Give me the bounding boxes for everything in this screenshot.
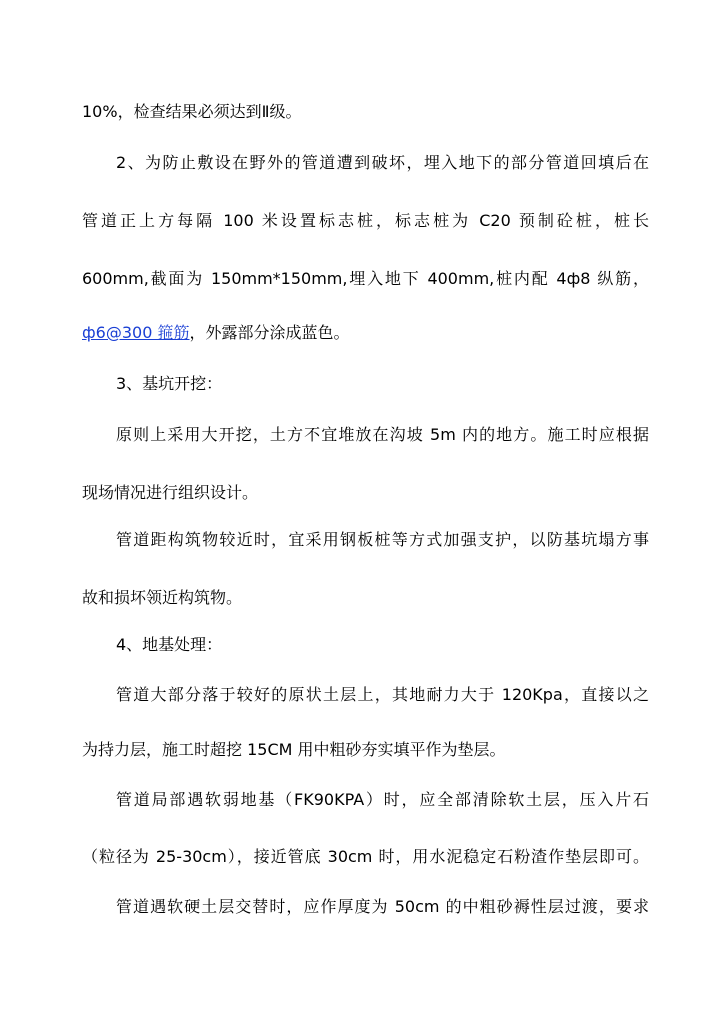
text-line-7: 原则上采用大开挖，土方不宜堆放在沟坡 5m 内的地方。施工时应根据 [116,425,649,444]
section-heading-4: 4、地基处理： [116,635,223,654]
text-line-10: 故和损坏领近构筑物。 [82,588,243,607]
text-line-13: 为持力层，施工时超挖 15CM 用中粗砂夯实填平作为垫层。 [82,740,506,759]
text-line-3: 管道正上方每隔 100 米设置标志桩，标志桩为 C20 预制砼桩，桩长 [82,211,649,230]
text-line-16: 管道遇软硬土层交替时，应作厚度为 50cm 的中粗砂褥性层过渡，要求 [116,897,649,916]
text-line-5 [82,322,350,344]
text-line-14: 管道局部遇软弱地基（FK90KPA）时，应全部清除软土层，压入片石 [116,790,649,809]
text-line-2: 2、为防止敷设在野外的管道遭到破坏，埋入地下的部分管道回填后在 [116,153,649,172]
text-line-8: 现场情况进行组织设计。 [82,483,259,502]
text-line-1: 10%，检查结果必须达到Ⅱ级。 [82,102,302,121]
text-line-4: 600mm,截面为 150mm*150mm,埋入地下 400mm,桩内配 4ф8 纵筋， [82,269,649,288]
text-line-15: （粒径为 25-30cm），接近管底 30cm 时，用水泥稳定石粉渣作垫层即可。 [82,847,649,866]
text-line-12: 管道大部分落于较好的原状土层上，其地耐力大于 120Kpa，直接以之 [116,685,649,704]
text-line-5-rest: ，外露部分涂成蓝色。 [189,323,350,342]
rebar-stirrup-link[interactable]: ф6@300 箍筋 [82,323,190,342]
section-heading-3: 3、基坑开挖： [116,374,223,393]
text-line-9: 管道距构筑物较近时，宜采用钢板桩等方式加强支护，以防基坑塌方事 [116,530,649,549]
